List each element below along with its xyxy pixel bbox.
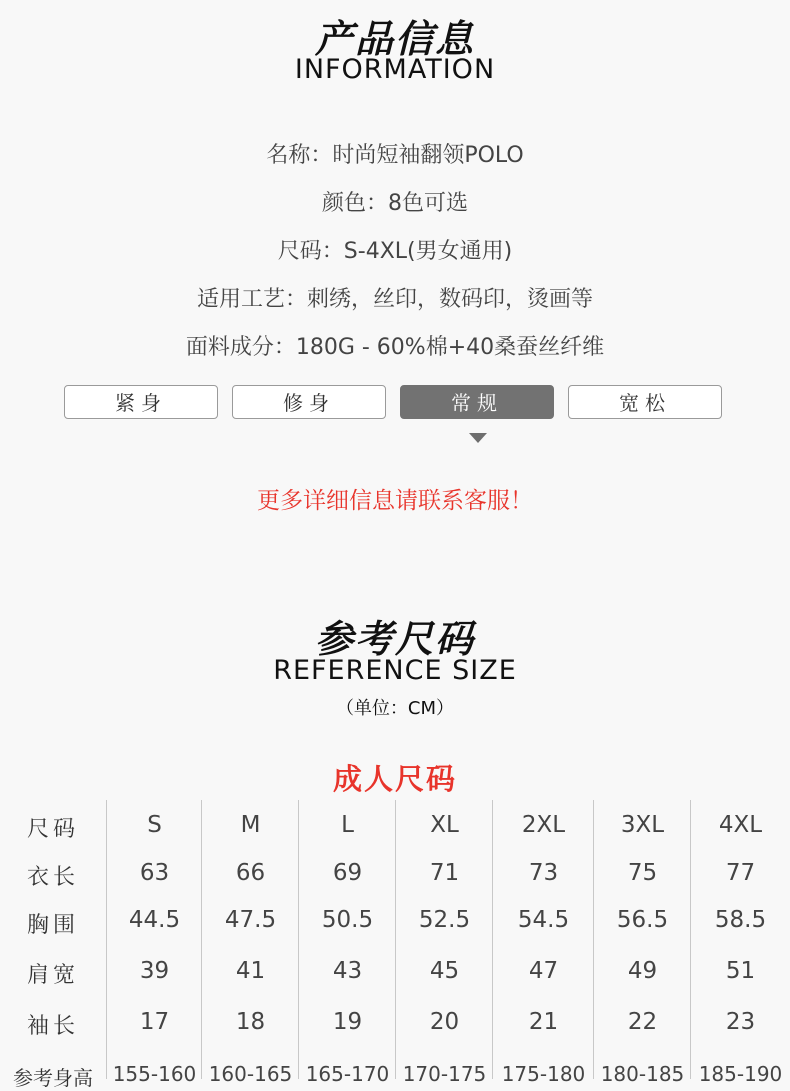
reference-size-title: 参考尺码: [314, 617, 475, 661]
size-column-2xl: [492, 800, 594, 1086]
info-name: 名称：时尚短袖翻领POLO: [266, 143, 524, 168]
size-height: 170-175: [402, 1062, 487, 1086]
info-fabric: 面料成分：180G - 60%棉+40桑蚕丝纤维: [185, 335, 605, 360]
size-sleeve: 20: [429, 1009, 460, 1035]
size-shoulder: 47: [528, 958, 559, 984]
size-header: M: [240, 812, 261, 838]
size-column-m: [201, 800, 299, 1086]
size-chest: 50.5: [321, 907, 374, 933]
row-label-shoulder: 肩宽: [26, 963, 79, 988]
fit-option-tight[interactable]: 紧身: [64, 385, 218, 419]
size-header: 4XL: [718, 812, 763, 838]
info-size: 尺码：S-4XL(男女通用): [277, 239, 513, 264]
size-height: 180-185: [600, 1062, 685, 1086]
row-label-length: 衣长: [26, 865, 79, 890]
size-length: 69: [332, 860, 363, 886]
size-length: 75: [627, 860, 658, 886]
size-header: L: [341, 812, 354, 838]
size-shoulder: 45: [429, 958, 460, 984]
size-chest: 47.5: [224, 907, 277, 933]
fit-option-slim[interactable]: 修身: [232, 385, 386, 419]
size-shoulder: 39: [139, 958, 170, 984]
size-header: S: [147, 812, 162, 838]
size-column-l: [298, 800, 396, 1086]
row-label-chest: 胸围: [26, 913, 79, 938]
size-shoulder: 41: [235, 958, 266, 984]
size-height: 155-160: [112, 1062, 197, 1086]
reference-size-subtitle: REFERENCE SIZE: [273, 655, 517, 686]
size-column-3xl: [593, 800, 691, 1086]
size-shoulder: 51: [725, 958, 756, 984]
size-sleeve: 23: [725, 1009, 756, 1035]
adult-size-title: 成人尺码: [332, 762, 457, 796]
size-sleeve: 22: [627, 1009, 658, 1035]
product-info-subtitle: INFORMATION: [294, 54, 496, 85]
size-chest: 58.5: [714, 907, 767, 933]
size-length: 66: [235, 860, 266, 886]
product-info-title: 产品信息: [314, 17, 475, 61]
fit-option-loose[interactable]: 宽松: [568, 385, 722, 419]
contact-note: 更多详细信息请联系客服！: [257, 488, 533, 514]
size-shoulder: 49: [627, 958, 658, 984]
info-color: 颜色：8色可选: [322, 191, 468, 216]
size-chest: 54.5: [517, 907, 570, 933]
fit-option-regular[interactable]: 常规: [400, 385, 554, 419]
size-height: 160-165: [208, 1062, 293, 1086]
size-sleeve: 17: [139, 1009, 170, 1035]
size-height: 185-190: [698, 1062, 783, 1086]
row-label-column: [0, 800, 106, 1090]
selected-fit-arrow-icon: [469, 433, 487, 443]
size-column-s: [106, 800, 202, 1086]
row-label-size: 尺码: [26, 817, 79, 842]
size-chest: 52.5: [418, 907, 471, 933]
size-header: 3XL: [620, 812, 665, 838]
size-sleeve: 18: [235, 1009, 266, 1035]
size-sleeve: 21: [528, 1009, 559, 1035]
size-length: 63: [139, 860, 170, 886]
size-header: 2XL: [521, 812, 566, 838]
size-shoulder: 43: [332, 958, 363, 984]
size-length: 71: [429, 860, 460, 886]
row-label-height: 参考身高: [13, 1066, 93, 1090]
row-label-sleeve: 袖长: [26, 1014, 79, 1039]
size-height: 175-180: [501, 1062, 586, 1086]
unit-note: （单位：CM）: [335, 698, 455, 719]
size-length: 77: [725, 860, 756, 886]
size-chest: 44.5: [128, 907, 181, 933]
size-header: XL: [430, 812, 459, 838]
size-chest: 56.5: [616, 907, 669, 933]
info-craft: 适用工艺：刺绣，丝印，数码印，烫画等: [196, 287, 593, 312]
size-column-4xl: [690, 800, 790, 1086]
size-height: 165-170: [305, 1062, 390, 1086]
size-table: [0, 800, 790, 1090]
size-length: 73: [528, 860, 559, 886]
size-sleeve: 19: [332, 1009, 363, 1035]
size-column-xl: [395, 800, 493, 1086]
